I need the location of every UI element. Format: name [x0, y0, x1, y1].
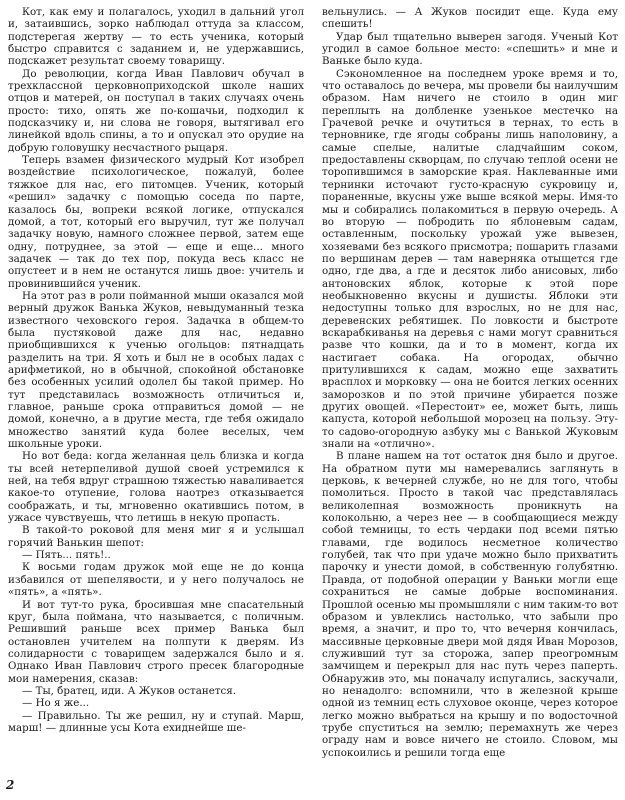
- dialogue-line: — Пять... пять!..: [22, 549, 111, 562]
- dialogue-line: — Но я же...: [22, 697, 90, 710]
- page-number: 2: [6, 778, 15, 792]
- paragraph: В плане нашем на тот остаток дня было и другое. На обратном пути мы намеревались заглянуть в церковь, к вечерней службе, но не для того, чтобы помолиться. Просто в такой час представлялась великолепная возможность проникнуть на колокольню, а через нее — в сообщающиеся между собой темницы, то есть чердаки под всеми пятью главами, где водилось несметное количество голубей, так что при удаче можно было прихватить парочку и унести домой, в собственную голубятню. Правда, от подобной операции у Ваньки могли еще сохраниться не самые добрые воспоминания. Прошлой осенью мы промышляли с ним таким-то вот образом и увлеклись настолько, что забыли про время, а значит, и про то, что вечерня кончилась, массивные церковные двери мой дядя Иван Морозов, служивший тут за сторожа, запер преогромным замчищем и перекрыл для нас путь через паперть. Обнаружив это, мы поначалу испугались, заскучали, но ненадолго: вспомнили, что в железной крыше одной из темниц есть слуховое оконце, через которое легко можно выбраться на крышу и по водосточной трубе спуститься на землю; перемахнуть же через ограду нам и вовсе ничего не стоило. Словом, мы успокоились и решили тогда еще: [322, 450, 618, 759]
- paragraph: На этот раз в роли пойманной мыши оказался мой верный дружок Ванька Жуков, невыдуманный тезка известного чеховского героя. Задачка в общем-то была пустяковой даже для нас, недавно приобщившихся к ученью огольцов: пятнадцать разделить на три. Я хоть и был не в особых ладах с арифметикой, но в обычной, спокойной обстановке без особенных усилий одолел бы такой пример. Но тут представилась возможность отличиться и, главное, раньше срока отправиться домой — не домой, конечно, а в другие места, где тебя ожидало множество занятий куда более веселых, чем школьные уроки.: [8, 289, 304, 451]
- paragraph: До революции, когда Иван Павлович обучал в трехклассной церковноприходской школе наших отцов и матерей, он поступал в таких случаях очень просто: тихо, опять же по-кошачьи, подходил к подсказчику и, ни слова не говоря, вытягивал его линейкой вдоль спины, а то и опускал это орудие на добрую головушку несчастного рыцаря.: [8, 67, 304, 154]
- paragraph: И вот тут-то рука, бросившая мне спасательный круг, была поймана, что называется, с поличным. Решивший раньше всех пример Ванька был остановлен учителем на полпути к дверям. Из солидарности с товарищем задержался было и я. Однако Иван Павлович строго пресек благородные мои намерения, сказав:: [8, 598, 304, 685]
- paragraph: В такой-то роковой для меня миг я и услышал горячий Ванькин шепот:: [8, 524, 304, 549]
- paragraph: Удар был тщательно выверен загодя. Ученый Кот угодил в самое больное место: «спешить» и мне и Ваньке было куда.: [322, 30, 618, 68]
- paragraph: Кот, как ему и полагалось, уходил в дальний угол и, затаившись, зорко наблюдал оттуда за классом, подстерегая жертву — то есть ученика, который быстро справится с заданием и, не удержавшись, подскажет результат своему товарищу.: [8, 6, 304, 68]
- paragraph-continued: вельнулись. — А Жуков посидит еще. Куда ему спешить!: [322, 6, 618, 31]
- left-column: [8, 6, 304, 734]
- paragraph: Теперь взамен физического мудрый Кот изобрел воздействие психологическое, пожалуй, более тяжкое для нас, его питомцев. Ученик, который «решил» задачку с помощью соседа по парте, казалось бы, вопреки всякой логике, отпускался домой, а тот, который его выручил, тут же получал задачку новую, намного сложнее первой, затем еще одну, потруднее, за этой — еще и еще... много задачек — так до тех пор, покуда весь класс не опустеет и в нем не останутся лишь двое: учитель и провинившийся ученик.: [8, 154, 304, 290]
- paragraph: К восьми годам дружок мой еще не до конца избавился от шепелявости, и у него получалось не «пять», а «пять».: [8, 561, 304, 599]
- paragraph: Но вот беда: когда желанная цель близка и когда ты всей нетерпеливой душой своей устремился к ней, на тебя вдруг страшною тяжестью наваливается какое-то отупение, голова наотрез отказывается соображать, и ты, мгновенно окатившись потом, в ужасе чувствуешь, что летишь в некую пропасть.: [8, 450, 304, 525]
- dialogue-line: — Правильно. Ты же решил, ну и ступай. Марш, марш! — длинные усы Кота ехиднейше ше-: [8, 709, 304, 734]
- dialogue-line: — Ты, братец, иди. А Жуков останется.: [22, 684, 237, 697]
- right-column: [322, 6, 618, 759]
- paragraph: Сэкономленное на последнем уроке время и то, что оставалось до вечера, мы провели бы наилучшим образом. Нам ничего не стоило в один миг переплыть на долбленке узенькое местечко на Грачевой речке и очутиться в тернах, то есть в терновнике, где ягоды собраны лишь наполовину, а самые спелые, налитые сладчайшим соком, предоставлены скворцам, по случаю теплой осени не торопившимся в заморские края. Наклеванные ими тернинки источают густо-красную сукровицу и, пораненные, вкусны уже выше всякой меры. Имя-то мы и собирались полакомиться в первую очередь. А во вторую — побродить по яблоневым садам, оставленным, поскольку урожай уже вывезен, хозяевами без всякого присмотра; пошарить глазами по вершинам дерев — там наверняка отыщется где одно, где два, а где и десяток либо анисовых, либо антоновских яблок, которые к этой поре необыкновенно вкусны и душисты. Яблоки эти недоступны только для взрослых, но не для нас, деревенских ребятишек. По ловкости и быстроте вскарабкиванья на деревья с нами могут сравниться разве что кошки, да и то в момент, когда их настигает собака. На огородах, обычно притулившихся к садам, можно еще захватить врасплох и морковку — она не боится легких осенних заморозков и по этой причине убирается позже других овощей. «Перестоит» ее, может быть, лишь капуста, которой небольшой морозец на пользу. Эту-то садово-огородную азбуку мы с Ванькой Жуковым знали на «отлично».: [322, 67, 618, 451]
